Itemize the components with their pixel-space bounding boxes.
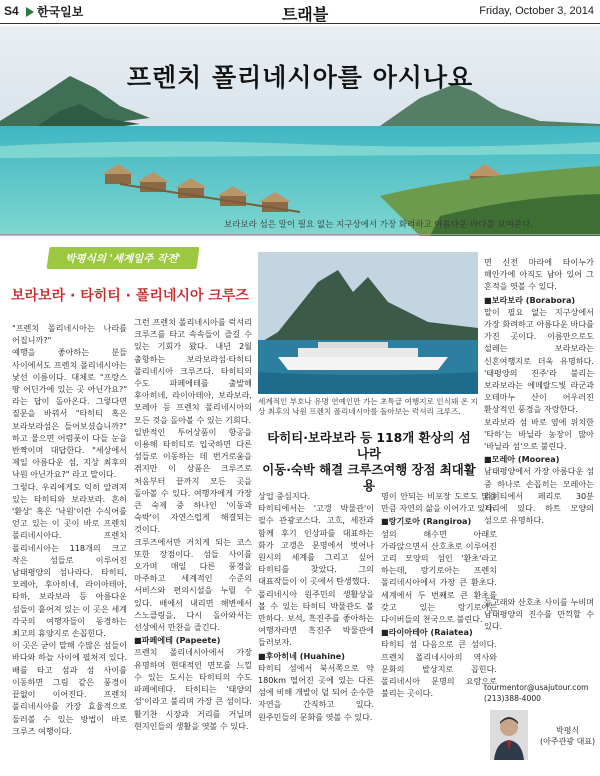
author-name: 박평식: [555, 726, 580, 735]
paragraph: 일반적인 투어상품이 항공을 이용해 타히티로 입국하면 다른 섬들로 이동하는 데 번거로움을 겪지만 이 상품은 크루즈로 처음부터 끝까지 모든 곳을 돌아볼 수 있다. 여행자에게 가장 큰 숙제 중 하나인 '이동과 숙박'이 자연스럽게 해결되는 것이다.: [134, 426, 252, 535]
paragraph: 명이 안되는 비포장 도로도 많을 만큼 자연의 삶을 이어가고 있다.: [381, 491, 497, 514]
author-title: (아주관광 대표): [540, 737, 596, 746]
author-avatar: [490, 710, 528, 760]
hero-photo: [0, 26, 600, 236]
paragraph: 타히티 섬 다음으로 큰 섬이다. 프렌치 폴리네시아의 역사와 문화의 발상지로 꼽힌다. 폴리네시아 문명의 요람으로 불리는 곳이다.: [381, 639, 497, 699]
paragraph: 돌고래와 산호초 사이를 누비며 남태평양의 진수를 만끽할 수 있다.: [484, 597, 594, 632]
photo-caption: 세계적인 부호나 유명 연예인만 가는 초특급 여행지로 인식돼 온 지상 최후의 낙원 프렌치 폴리네시아를 돌아보는 럭셔리 크루즈.: [258, 397, 478, 416]
paragraph: "프렌치 폴리네시아는 나라를 어집니까?": [12, 323, 127, 346]
article-column-5: [484, 256, 594, 596]
article-column-1: [12, 322, 127, 772]
article-column-3: [258, 490, 374, 772]
subsection-heading: ■모레아 (Moorea): [484, 454, 560, 465]
paragraph: 그런 프렌치 폴리네시아를 럭셔리 크루즈를 타고 속속들이 즐길 수 있는 기회가 왔다. 내년 2월 출항하는 보라보라섬·타히티 폴리네시아 크루즈다. 타히티의 수도 파페에테를 출발해 후아히네, 라이아테아, 보라보라, 모레아 등 프렌치 폴리네시아의 모든 것을 돌아볼 수 있는 기회다.: [134, 317, 252, 425]
subsection-heading: ■후아히네 (Huahine): [258, 650, 345, 661]
subheadline-line-1: 타히티·보라보라 등 118개 환상의 섬나라: [267, 430, 471, 461]
paragraph: 그렇다. 우리에게도 익히 알려져 있는 타히티와 보라보라. 흔히 '환상' 혹은 '낙원'이란 수식어를 얻고 있는 이 곳이 바로 프렌치 폴리네시아다. 프렌치 폴리네시아는 118개의 크고 작은 섬들로 이루어진 남태평양의 섬나라다. 타히티, 모레아, 후아히네, 라이아테아, 타하, 보라보라 등 아름다운 섬들이 흩어져 있는 이 곳은 세계 각국의 여행자들이 동경하는 최고의 휴양지로 손꼽힌다.: [12, 481, 127, 639]
subsection-heading: ■랑기로아 (Rangiroa): [381, 516, 472, 527]
article-column-4: [381, 490, 497, 772]
article-column-2: [134, 316, 252, 772]
paragraph: 프렌치 폴리네시아에서 가장 유명하며 현대적인 면모를 느낄 수 있는 도시는 타히티의 수도 파페에테다. 타히티는 '태양의 섬'이라고 불리며 가장 큰 섬이다. 활기찬 시장과 거리를 거닐며 현지인들의 생활을 엿볼 수 있다.: [134, 647, 252, 731]
paragraph: 섬의 해수면 아래로 가라앉으면서 산호초로 이루어진 고리 모양의 섬인 '환초'라고 하는데, 랑기로아는 프렌치 폴리네시아에서 가장 큰 환초다. 세계에서 두 번째로 큰 환초를 갖고 있는 랑기로아는 다이버들의 천국으로 불린다.: [381, 528, 497, 625]
hero-headline: 프렌치 폴리네시아를 아시나요: [126, 63, 474, 92]
section-title: 트래블: [281, 5, 329, 24]
contact-phone: (213)388-4000: [484, 694, 541, 703]
subheadline-line-2: 이동·숙박 해결 크루즈여행 장점 최대활용: [262, 462, 476, 493]
article-title: 보라보라 · 타히티 · 폴리네시아 크루즈: [11, 288, 249, 304]
article-column-5-end: [484, 596, 594, 676]
paragraph: 타히티에서는 '고갱 박물관'이 필수 관광코스다. 고흐, 세잔과 함께 후기 인상파를 대표하는 화가 고갱은 문명에서 벗어나 원시의 세계를 그리고 싶어 타히티를 찾았다. 그의 대표작들이 이 곳에서 탄생했다.: [258, 503, 374, 587]
issue-date: Friday, October 3, 2014: [479, 5, 594, 17]
paragraph: 남태평양에서 가장 아름다운 섬 중 하나로 손꼽히는 모레아는 타히티에서 페리로 30분 거리에 있다. 하트 모양의 섬으로 유명하다.: [484, 466, 594, 526]
paragraph: 보라보라 섬 바로 옆에 위치한 '타하'는 바닐라 농장이 많아 '바닐라 섬'으로 불린다.: [484, 416, 594, 452]
hero-caption: 보라보라 섬은 말이 필요 없는 지구상에서 가장 화려하고 아름다운 바다를 보여준다.: [224, 220, 533, 230]
author-portrait-image: [490, 710, 528, 760]
paragraph: 예행을 좋아하는 분들 사이에서도 프렌치 폴리네시아는 낯선 이름이다. 대체로 "프랑스 땅 어딘가에 있는 곳 아닌가요?" 라는 답이 돌아온다. 그렇다면 질문을 바꿔서 "타히티 혹은 보라보라섬은 들어보셨습니까?" 하고 물으면 어렴풋이 다들 눈을 반짝이며 대답한다. "세상에서 제일 아름다운 섬, 지상 최후의 낙원 아닌가요?" 라고 말이다.: [12, 347, 127, 480]
subsection-heading: ■파페에테 (Papeete): [134, 635, 221, 646]
subsection-heading: ■라이아테아 (Raiatea): [381, 627, 473, 638]
paragraph: 말이 필요 없는 지구상에서 가장 화려하고 아름다운 바다를 가진 곳이다. 이름만으로도 설레는 보라보라는 신혼여행지로 더욱 유명하다. '태평양의 진주'라 불리는 보라보라는 에메랄드빛 라군과 오테마누 산이 어우러진 환상적인 풍경을 자랑한다.: [484, 306, 594, 415]
subsection-heading: ■보라보라 (Borabora): [484, 294, 576, 305]
paragraph: 크루즈에서만 거치게 되는 코스 또한 장점이다. 섬들 사이를 오가며 매일 다른 풍경을 마주하고 세계적인 수준의 서비스와 편의시설을 누릴 수 있다. 배에서 내리면 해변에서 스노클링을, 다시 돌아와서는 선상에서 만찬을 즐긴다.: [134, 536, 252, 633]
paragraph: 면 신전 마라에 타이누가 해안가에 아직도 남아 있어 그 흔적을 엿볼 수 있다.: [484, 257, 594, 292]
section-divider: [0, 234, 600, 235]
paragraph: 타히티 섬에서 북서쪽으로 약 180km 떨어진 곳에 있는 다른 섬에 비해 개발이 덜 되어 순수한 자연을 간직하고 있다. 원주민들의 문화를 엿볼 수 있다.: [258, 662, 374, 722]
page-header: [0, 0, 600, 24]
series-badge-label: 박평식의 '세계일주 작전': [65, 253, 181, 265]
cruise-ship-image: [258, 252, 478, 394]
paragraph: 이 곳은 굳이 말해 수많은 섬들이 바다와 하늘 사이에 펼쳐져 있다. 배를 타고 섬과 섬 사이를 이동하면 그림 같은 풍경이 끝없이 이어진다. 프렌치 폴리네시아를 가장 효율적으로 둘러볼 수 있는 방법이 바로 크루즈 여행이다.: [12, 640, 127, 736]
cruise-ship-photo: [258, 252, 478, 394]
contact-email: tourmentor@usajutour.com: [484, 683, 589, 692]
newspaper-name: 한국일보: [37, 5, 84, 19]
newspaper-logo-icon: [26, 7, 34, 17]
page-number: S4: [4, 4, 19, 18]
contact-info: [484, 682, 594, 704]
paragraph: 상업 중심지다.: [258, 491, 311, 501]
author-byline: [540, 725, 595, 747]
paragraph: 폴리네시아 원주민의 생활상을 볼 수 있는 타히티 박물관도 볼 만하다. 보석, 흑진주를 좋아하는 여행자라면 흑진주 박물관에 들러보자.: [258, 588, 374, 648]
article-subheadline: [262, 430, 476, 494]
